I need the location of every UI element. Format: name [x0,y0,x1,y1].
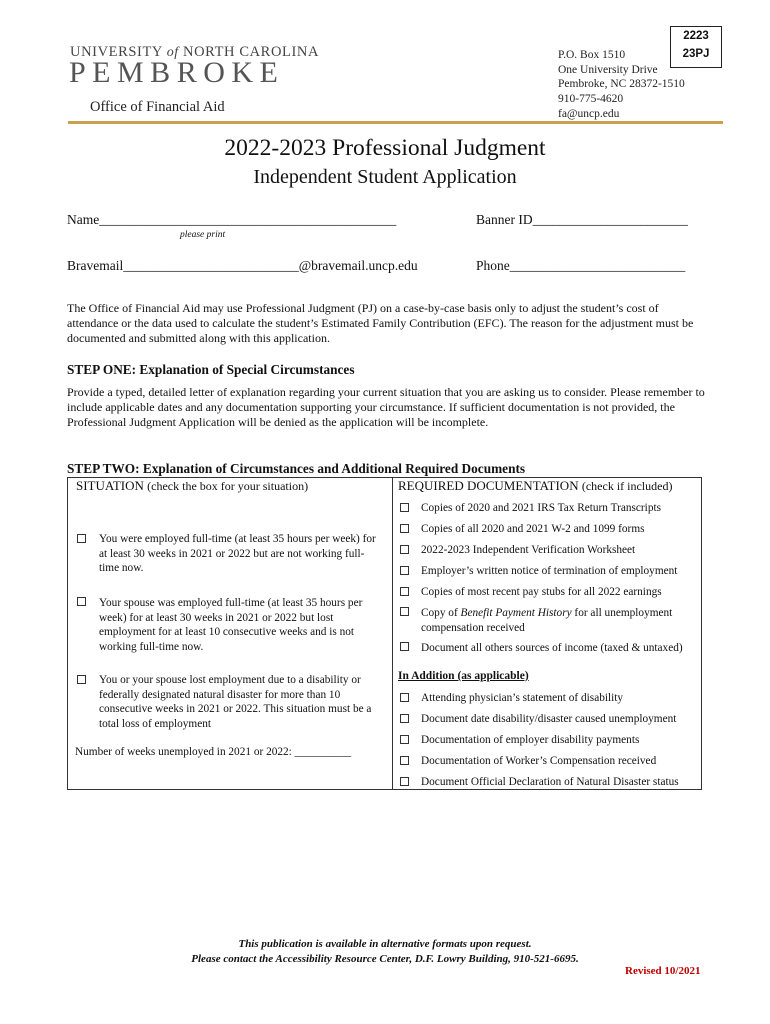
header-divider [68,121,723,124]
name-field[interactable]: Name____________________________________________ [67,212,397,227]
step-two-heading: STEP TWO: Explanation of Circumstances and Additional Required Documents [67,461,526,476]
office-name: Office of Financial Aid [90,99,225,115]
bravemail-field[interactable]: Bravemail__________________________@bravemail.uncp.edu [67,258,418,273]
doc-checkbox[interactable] [400,524,409,533]
situation-2-checkbox[interactable] [77,597,86,606]
situation-3-checkbox[interactable] [77,675,86,684]
office-address: P.O. Box 1510 One University Drive Pembroke, NC 28372-1510 910-775-4620 fa@uncp.edu [558,49,685,120]
required-docs-column-header: REQUIRED DOCUMENTATION (check if included) [398,478,673,493]
form-code-box: 2223 23PJ [670,26,722,68]
in-addition-heading: In Addition (as applicable) [398,670,529,682]
doc-checkbox[interactable] [400,756,409,765]
situation-column-header: SITUATION (check the box for your situation) [76,478,309,493]
step-one-text: Provide a typed, detailed letter of explanation regarding your current situation that you are asking us to consider. Please remember to include applicable dates and any documentation supporting your circumstance. If sufficient documentation is not provided, the Professional Judgment Application will be denied as the application will be incomplete. [67,385,705,430]
doc-checkbox[interactable] [400,642,409,651]
step-one-heading: STEP ONE: Explanation of Special Circumstances [67,362,355,377]
intro-paragraph: The Office of Financial Aid may use Professional Judgment (PJ) on a case-by-case basis only to adjust the student’s cost of attendance or the data used to calculate the student’s Estimated Family Contribution (EFC). The reason for the adjustment must be documented and submitted along with this application. [67,301,694,346]
doc-checkbox[interactable] [400,735,409,744]
university-logo-pembroke: PEMBROKE [69,56,285,89]
name-hint: please print [180,230,226,240]
doc-checkbox[interactable] [400,693,409,702]
page-title: 2022-2023 Professional Judgment [224,135,546,161]
situation-1-checkbox[interactable] [77,534,86,543]
doc-checkbox[interactable] [400,545,409,554]
phone-field[interactable]: Phone__________________________ [476,258,686,273]
doc-checkbox[interactable] [400,503,409,512]
page-subtitle: Independent Student Application [253,166,517,188]
doc-checkbox[interactable] [400,566,409,575]
doc-checkbox[interactable] [400,714,409,723]
doc-checkbox[interactable] [400,587,409,596]
doc-checkbox[interactable] [400,607,409,616]
footer-contact-note: Please contact the Accessibility Resource Center, D.F. Lowry Building, 910-521-6695. [191,953,579,965]
revision-date: Revised 10/2021 [625,965,701,977]
doc-checkbox[interactable] [400,777,409,786]
footer-availability-note: This publication is available in alternative formats upon request. [238,938,532,950]
situation-2-text: Your spouse was employed full-time (at least 35 hours per week) for at least 30 weeks in 2021 or 2022 but lost employment for at least 10 consecutive weeks and is not working full-time now. [99,597,363,653]
weeks-unemployed-field[interactable]: Number of weeks unemployed in 2021 or 2022: __________ [75,746,352,758]
university-logo-line1: UNIVERSITY of NORTH CAROLINA [70,44,320,60]
table-column-divider [392,477,393,790]
situation-1-text: You were employed full-time (at least 35 hours per week) for at least 30 weeks in 2021 or 2022 but are not working full-time now. [99,533,376,574]
situation-3-text: You or your spouse lost employment due to a disability or federally designated natural disaster for more than 10 consecutive weeks in 2021 or 2022. This situation must be a total loss of employment [99,674,372,730]
banner-id-field[interactable]: Banner ID_______________________ [476,212,688,227]
